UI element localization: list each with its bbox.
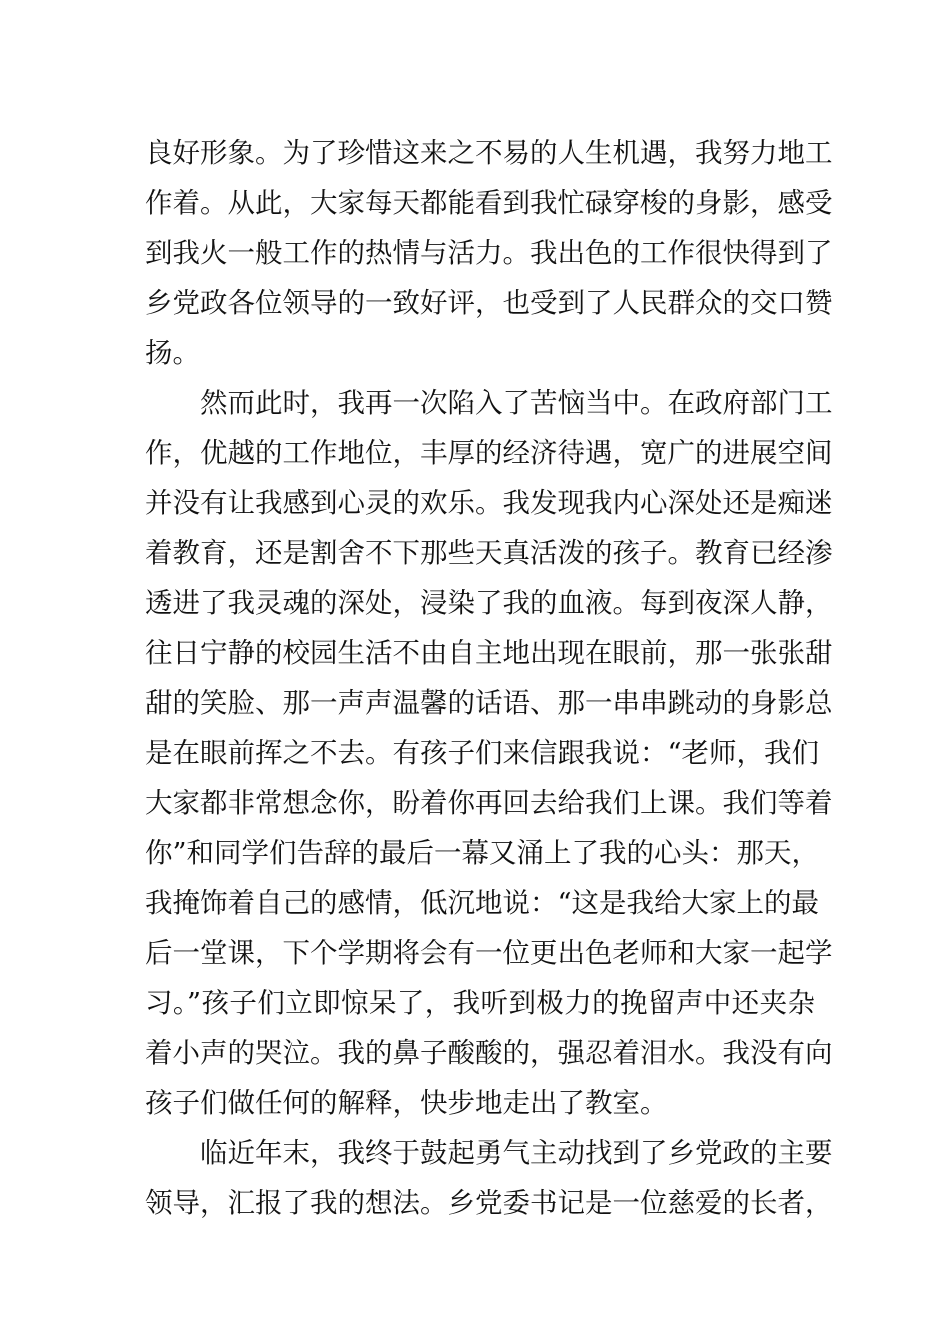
- text-line: 着教育，还是割舍不下那些天真活泼的孩子。教育已经渗: [145, 537, 833, 569]
- text-line: 着小声的哭泣。我的鼻子酸酸的，强忍着泪水。我没有向: [145, 1037, 833, 1069]
- text-line: 乡党政各位领导的一致好评，也受到了人民群众的交口赞: [145, 287, 833, 319]
- text-line: 作，优越的工作地位，丰厚的经济待遇，宽广的进展空间: [145, 437, 833, 469]
- text-line: 作着。从此，大家每天都能看到我忙碌穿梭的身影，感受: [145, 187, 833, 219]
- text-line: 习。”孩子们立即惊呆了，我听到极力的挽留声中还夹杂: [145, 987, 815, 1019]
- text-line: 良好形象。为了珍惜这来之不易的人生机遇，我努力地工: [145, 137, 833, 169]
- text-line: 然而此时，我再一次陷入了苦恼当中。在政府部门工: [200, 387, 833, 419]
- body-text: [145, 128, 833, 1228]
- paragraph: [145, 1128, 833, 1228]
- text-line: 我掩饰着自己的感情，低沉地说：“这是我给大家上的最: [145, 887, 820, 919]
- text-line: 临近年末，我终于鼓起勇气主动找到了乡党政的主要: [200, 1137, 833, 1169]
- text-line: 甜的笑脸、那一声声温馨的话语、那一串串跳动的身影总: [145, 687, 833, 719]
- text-line: 你”和同学们告辞的最后一幕又涌上了我的心头：那天，: [145, 837, 820, 869]
- text-line: 是在眼前挥之不去。有孩子们来信跟我说：“老师，我们: [145, 737, 820, 769]
- text-line: 扬。: [145, 337, 200, 369]
- paragraph: [145, 378, 833, 1128]
- text-line: 孩子们做任何的解释，快步地走出了教室。: [145, 1087, 668, 1119]
- paragraph: [145, 128, 833, 378]
- text-line: 大家都非常想念你，盼着你再回去给我们上课。我们等着: [145, 787, 833, 819]
- text-line: 并没有让我感到心灵的欢乐。我发现我内心深处还是痴迷: [145, 487, 833, 519]
- text-line: 透进了我灵魂的深处，浸染了我的血液。每到夜深人静，: [145, 587, 833, 619]
- text-line: 领导，汇报了我的想法。乡党委书记是一位慈爱的长者，: [145, 1187, 833, 1219]
- text-line: 后一堂课，下个学期将会有一位更出色老师和大家一起学: [145, 937, 833, 969]
- text-line: 到我火一般工作的热情与活力。我出色的工作很快得到了: [145, 237, 833, 269]
- text-line: 往日宁静的校园生活不由自主地出现在眼前，那一张张甜: [145, 637, 833, 669]
